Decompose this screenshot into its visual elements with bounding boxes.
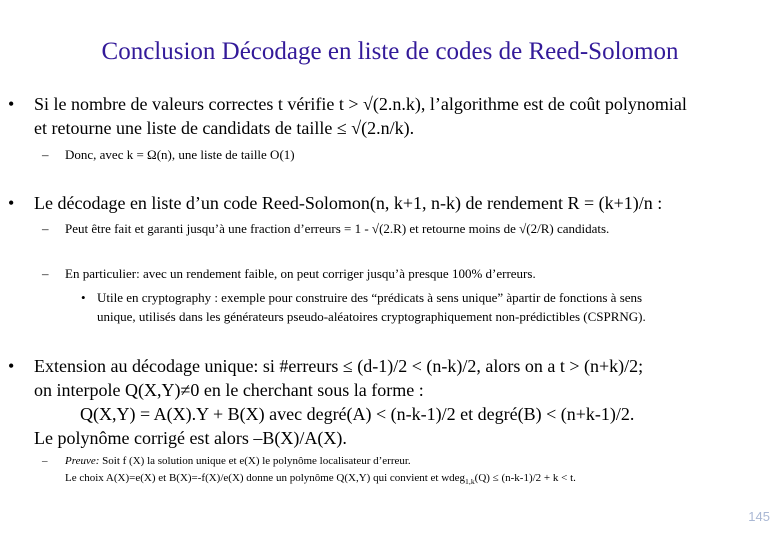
bullet-icon: • <box>8 193 15 213</box>
section-1-line-2: et retourne une liste de candidats de taille ≤ √(2.n/k). <box>34 118 415 138</box>
section-3-line-1: Extension au décodage unique: si #erreurs ≤ (d-1)/2 < (n-k)/2, alors on a t > (n+k)/2; <box>34 356 644 376</box>
page-number: 145 <box>748 509 770 524</box>
proof-line-1-text: Soit f (X) la solution unique et e(X) le polynôme localisateur d’erreur. <box>99 455 411 467</box>
slide-title: Conclusion Décodage en liste de codes de Reed-Solomon <box>101 38 679 65</box>
section-1-subitem-1: Donc, avec k = Ω(n), une liste de taille O(1) <box>65 147 295 162</box>
section-2-subitem-1: Peut être fait et garanti jusqu’à une fraction d’erreurs = 1 - √(2.R) et retourne moins de √(2/R) candidats. <box>65 221 610 236</box>
section-2-line-1: Le décodage en liste d’un code Reed-Solomon(n, k+1, n-k) de rendement R = (k+1)/n : <box>34 193 663 213</box>
section-3-line-3: Q(X,Y) = A(X).Y + B(X) avec degré(A) < (n-k-1)/2 et degré(B) < (n+k-1)/2. <box>80 404 635 424</box>
proof-line-2-text-a: Le choix A(X)=e(X) et B(X)=-f(X)/e(X) donne un polynôme Q(X,Y) qui convient et wdeg <box>65 472 466 484</box>
proof-line-1 <box>65 455 411 467</box>
section-3-line-4: Le polynôme corrigé est alors –B(X)/A(X). <box>34 428 347 448</box>
proof-line-2-text-b: (Q) ≤ (n-k-1)/2 + k < t. <box>474 472 576 484</box>
section-1-line-1: Si le nombre de valeurs correctes t vérifie t > √(2.n.k), l’algorithme est de coût polynomial <box>34 94 687 114</box>
dash-icon: – <box>42 455 48 467</box>
small-bullet-icon: • <box>81 290 86 305</box>
section-3-line-2: on interpole Q(X,Y)≠0 en le cherchant sous la forme : <box>34 380 424 400</box>
proof-line-2 <box>65 472 576 486</box>
bullet-icon: • <box>8 94 15 114</box>
section-2-subitem-2: En particulier: avec un rendement faible, on peut corriger jusqu’à presque 100% d’erreurs. <box>65 266 536 281</box>
section-2-subsubitem-line-2: unique, utilisés dans les générateurs pseudo-aléatoires cryptographiquement non-prédictibles (CSPRNG). <box>97 309 646 324</box>
proof-line-2-subscript: 1,k <box>465 477 475 487</box>
bullet-icon: • <box>8 356 15 376</box>
dash-icon: – <box>42 147 49 162</box>
proof-label: Preuve: <box>65 455 100 467</box>
dash-icon: – <box>42 221 49 236</box>
dash-icon: – <box>42 266 49 281</box>
section-2-subsubitem-line-1: Utile en cryptography : exemple pour construire des “prédicats à sens unique” àpartir de fonctions à sens <box>97 290 643 305</box>
